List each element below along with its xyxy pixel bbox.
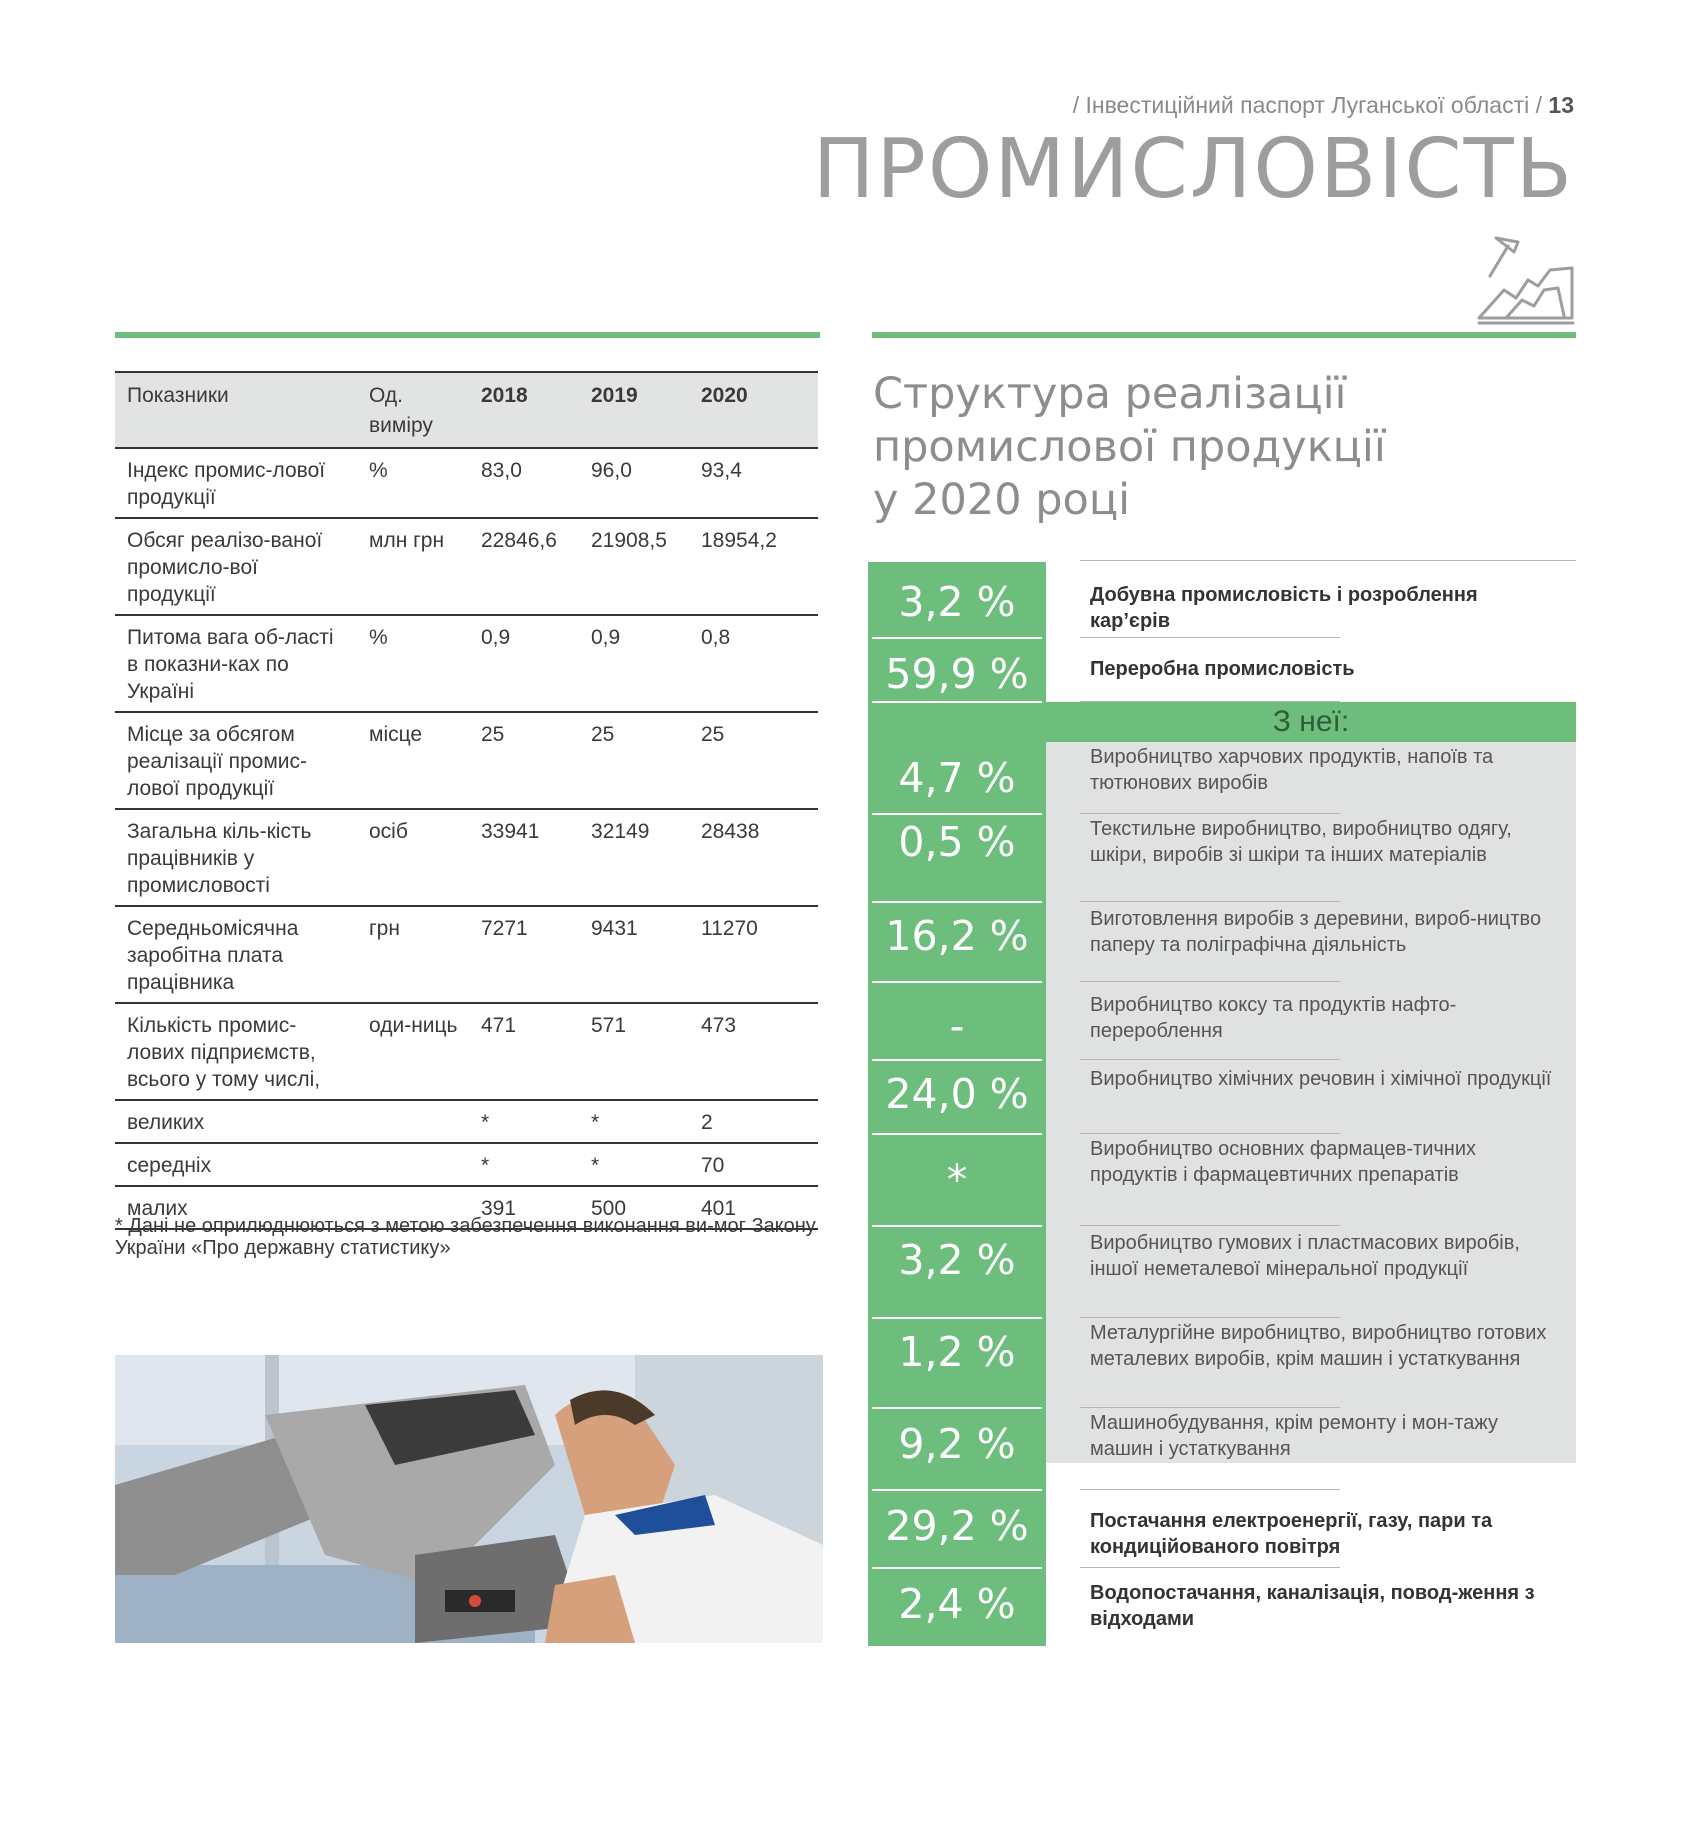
table-cell-y2019: 32149 xyxy=(591,820,650,843)
top-rule xyxy=(1080,560,1576,561)
table-cell-unit: % xyxy=(369,459,388,482)
percent-value: 9,2 % xyxy=(898,1420,1016,1468)
table-footnote: * Дані не оприлюднюються з метою забезпечення виконання ви-мог Закону України «Про державну статистику» xyxy=(115,1215,816,1259)
percent-value: 0,5 % xyxy=(898,818,1016,866)
table-cell-indicator: малих xyxy=(127,1197,188,1220)
table-cell-unit xyxy=(357,1100,469,1143)
table-cell-indicator: середніх xyxy=(127,1154,212,1177)
running-header xyxy=(1073,92,1574,119)
category-label: Виробництво основних фармацев-тичних продуктів і фармацевтичних препаратів xyxy=(1090,1138,1476,1186)
table-cell-y2019: 0,9 xyxy=(591,626,621,649)
table-cell-y2020: 0,8 xyxy=(701,626,731,649)
table-cell-y2018: * xyxy=(481,1154,490,1177)
category-label: Постачання електроенергії, газу, пари та кондиційованого повітря xyxy=(1090,1510,1493,1558)
percent-value: 29,2 % xyxy=(885,1502,1029,1550)
percent-value: 3,2 % xyxy=(898,1236,1016,1284)
table-cell-y2018: 25 xyxy=(481,723,505,746)
header-indicator: Показники xyxy=(127,384,229,407)
header-2018: 2018 xyxy=(481,384,528,407)
percent-value: - xyxy=(949,1002,965,1050)
table-cell-y2020: 401 xyxy=(701,1197,737,1220)
structure-breakdown xyxy=(868,562,1576,1646)
table-cell-y2020: 28438 xyxy=(701,820,760,843)
structure-row xyxy=(868,562,1576,638)
structure-row xyxy=(868,1408,1576,1490)
percent-separator xyxy=(872,701,1042,703)
table-row xyxy=(115,448,818,518)
table-cell-y2018: 391 xyxy=(481,1197,517,1220)
table-cell-unit: % xyxy=(369,626,388,649)
structure-title-line-2: промислової продукції xyxy=(873,422,1386,472)
table-cell-indicator: Обсяг реалізо-ваної промисло-вої продукції xyxy=(127,529,323,606)
structure-row xyxy=(868,982,1576,1060)
table-row xyxy=(115,809,818,906)
category-label: Виробництво гумових і пластмасових виробів, іншої неметалевої мінеральної продукції xyxy=(1090,1232,1520,1280)
header-2019: 2019 xyxy=(591,384,638,407)
lab-worker-photo xyxy=(115,1355,823,1643)
table-cell-y2019: 21908,5 xyxy=(591,529,667,552)
sub-header: З неї: xyxy=(1046,702,1576,742)
label-separator xyxy=(1080,701,1340,702)
category-label: Водопостачання, каналізація, повод-ження з відходами xyxy=(1090,1582,1535,1630)
table-row xyxy=(115,1100,818,1143)
table-cell-y2018: 22846,6 xyxy=(481,529,557,552)
table-cell-y2019: * xyxy=(591,1111,600,1134)
percent-value: * xyxy=(946,1156,968,1204)
table-header-row xyxy=(115,372,818,448)
structure-row xyxy=(868,742,1576,814)
table-cell-y2020: 70 xyxy=(701,1154,725,1177)
table-cell-indicator: великих xyxy=(127,1111,205,1134)
percent-value: 16,2 % xyxy=(885,912,1029,960)
structure-title-line-3: у 2020 році xyxy=(873,475,1131,525)
percent-value: 4,7 % xyxy=(898,754,1016,802)
table-cell-y2020: 473 xyxy=(701,1014,737,1037)
structure-row xyxy=(868,1226,1576,1318)
table-cell-indicator: Кількість промис-лових підприємств, всього у тому числі, xyxy=(127,1014,321,1091)
table-cell-y2018: 7271 xyxy=(481,917,528,940)
table-cell-y2019: 25 xyxy=(591,723,615,746)
percent-value: 59,9 % xyxy=(885,650,1029,698)
table-cell-y2019: 571 xyxy=(591,1014,627,1037)
category-label: Виготовлення виробів з деревини, вироб-ництво паперу та поліграфічна діяльність xyxy=(1090,908,1542,956)
structure-row xyxy=(868,1134,1576,1226)
structure-row xyxy=(868,638,1576,702)
table-cell-y2018: 0,9 xyxy=(481,626,511,649)
table-cell-y2019: 96,0 xyxy=(591,459,632,482)
table-cell-y2018: 33941 xyxy=(481,820,540,843)
table-cell-y2020: 18954,2 xyxy=(701,529,777,552)
category-label: Виробництво коксу та продуктів нафто-перероблення xyxy=(1090,994,1457,1042)
industry-indicators-table xyxy=(115,371,818,1230)
table-cell-y2018: 471 xyxy=(481,1014,517,1037)
percent-value: 24,0 % xyxy=(885,1070,1029,1118)
table-cell-indicator: Питома вага об-ласті в показни-ках по Україні xyxy=(127,626,334,703)
category-label: Виробництво харчових продуктів, напоїв та тютюнових виробів xyxy=(1090,746,1494,794)
left-divider xyxy=(115,332,820,338)
table-cell-y2020: 11270 xyxy=(701,917,758,940)
category-label: Виробництво хімічних речовин і хімічної продукції xyxy=(1090,1068,1552,1090)
table-cell-y2019: * xyxy=(591,1154,600,1177)
table-cell-unit: оди-ниць xyxy=(369,1014,458,1037)
structure-row xyxy=(868,902,1576,982)
table-row xyxy=(115,518,818,615)
header-caption: / Інвестиційний паспорт Луганської області / xyxy=(1072,92,1543,118)
percent-value: 2,4 % xyxy=(898,1580,1016,1628)
structure-row xyxy=(868,1318,1576,1408)
page-title: ПРОМИСЛОВІСТЬ xyxy=(812,122,1574,217)
header-unit: Од. виміру xyxy=(369,384,433,437)
table-cell-unit xyxy=(357,1143,469,1186)
structure-row xyxy=(868,1490,1576,1568)
percent-value: 3,2 % xyxy=(898,578,1016,626)
table-cell-unit: млн грн xyxy=(369,529,445,552)
table-cell-y2020: 25 xyxy=(701,723,725,746)
category-label: Текстильне виробництво, виробництво одягу, шкіри, виробів зі шкіри та інших матеріалів xyxy=(1090,818,1512,866)
table-cell-unit: осіб xyxy=(369,820,408,843)
page-number: 13 xyxy=(1548,92,1574,118)
table-cell-y2019: 9431 xyxy=(591,917,638,940)
table-cell-y2018: * xyxy=(481,1111,490,1134)
structure-row xyxy=(868,1568,1576,1646)
table-cell-indicator: Середньомісячна заробітна плата працівника xyxy=(127,917,299,994)
percent-value: 1,2 % xyxy=(898,1328,1016,1376)
category-label: Переробна промисловість xyxy=(1090,658,1355,680)
table-cell-indicator: Індекс промис-лової продукції xyxy=(127,459,326,509)
table-row xyxy=(115,906,818,1003)
table-row xyxy=(115,1003,818,1100)
header-2020: 2020 xyxy=(701,384,748,407)
structure-title xyxy=(873,368,1573,527)
right-divider xyxy=(872,332,1576,338)
table-cell-y2020: 93,4 xyxy=(701,459,742,482)
table-cell-indicator: Загальна кіль-кість працівників у промисловості xyxy=(127,820,312,897)
table-row xyxy=(115,615,818,712)
table-cell-indicator: Місце за обсягом реалізації промис-лової продукції xyxy=(127,723,308,800)
structure-row xyxy=(868,814,1576,902)
structure-row xyxy=(868,1060,1576,1134)
table-cell-y2020: 2 xyxy=(701,1111,713,1134)
category-label: Металургійне виробництво, виробництво готових металевих виробів, крім машин і устаткування xyxy=(1090,1322,1547,1370)
table-row xyxy=(115,712,818,809)
table-cell-y2019: 500 xyxy=(591,1197,627,1220)
table-cell-unit: місце xyxy=(369,723,423,746)
pickaxe-mountain-icon xyxy=(1476,228,1576,328)
category-label: Добувна промисловість і розроблення кар’єрів xyxy=(1090,584,1478,632)
table-row xyxy=(115,1143,818,1186)
table-cell-unit: грн xyxy=(369,917,400,940)
table-cell-y2018: 83,0 xyxy=(481,459,522,482)
category-label: Машинобудування, крім ремонту і мон-тажу машин і устаткування xyxy=(1090,1412,1498,1460)
structure-title-line-1: Структура реалізації xyxy=(873,369,1347,419)
